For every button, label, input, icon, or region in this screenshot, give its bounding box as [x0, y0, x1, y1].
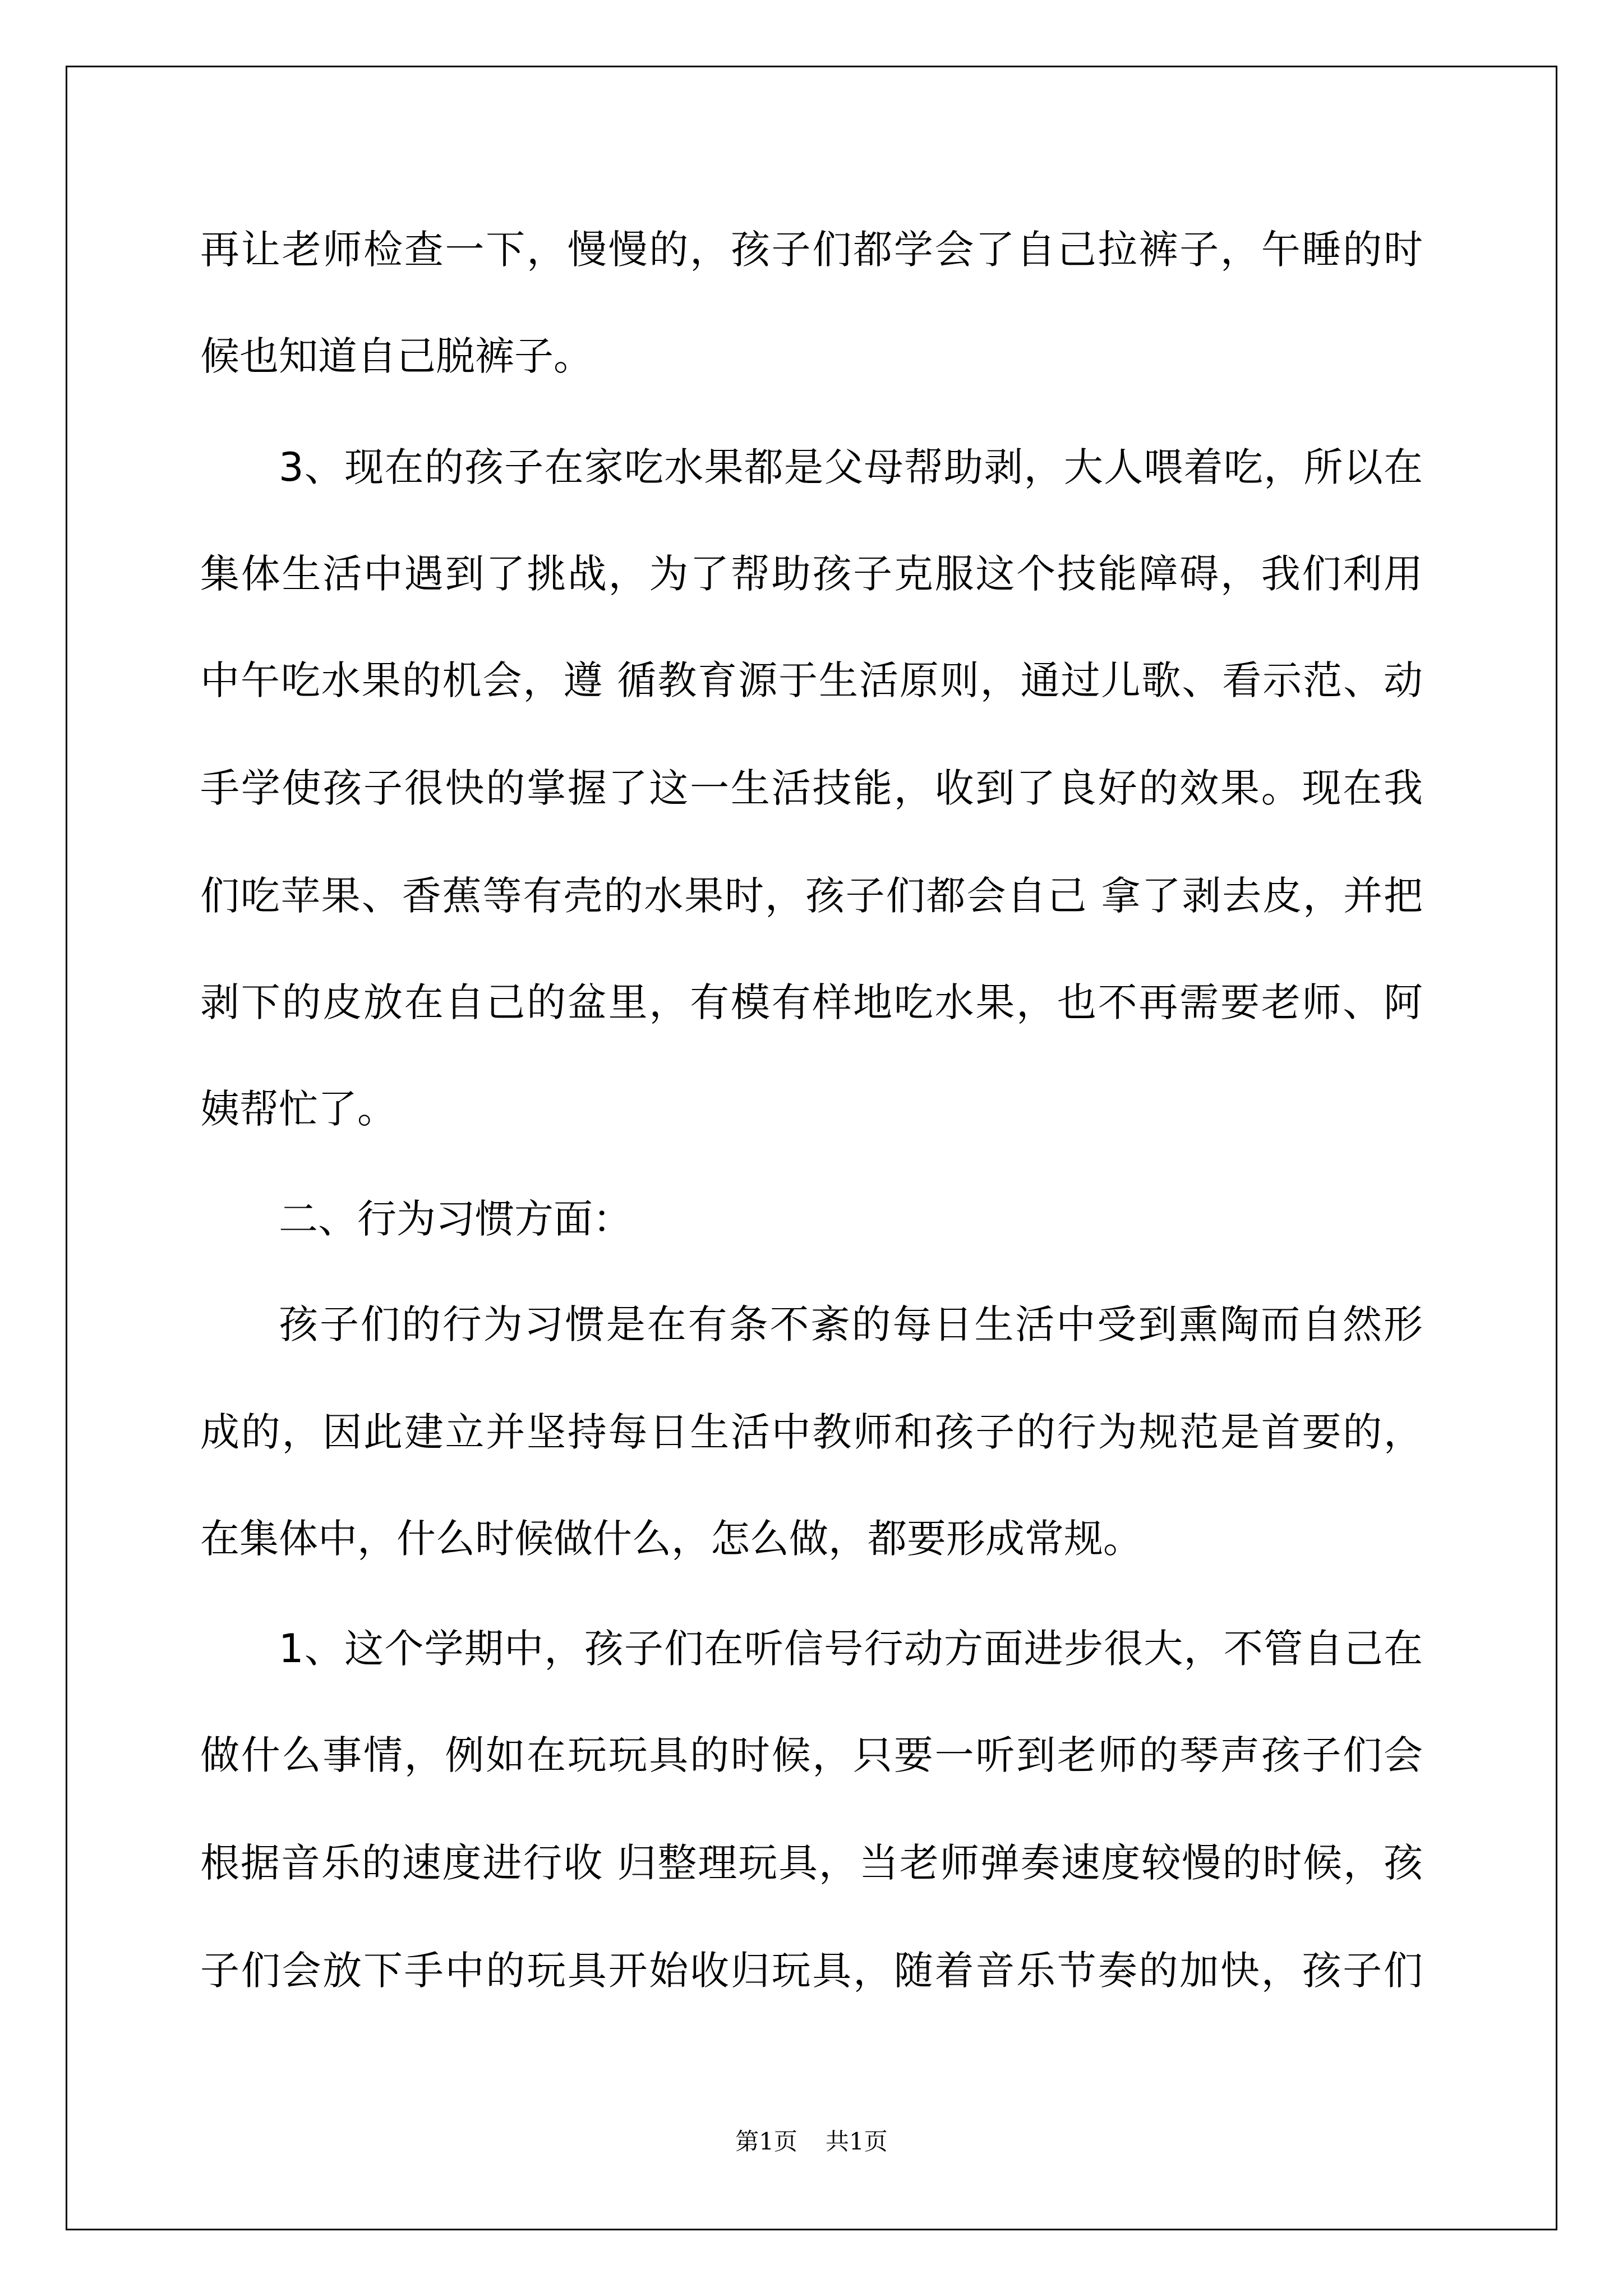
text-line: 1、这个学期中，孩子们在听信号行动方面进步很大，不管自己在: [279, 1626, 1423, 1672]
text-line: 手学使孩子很快的掌握了这一生活技能，收到了良好的效果。现在我: [200, 765, 1423, 811]
text-line: 子们会放下手中的玩具开始收归玩具，随着音乐节奏的加快，孩子们: [200, 1948, 1423, 1994]
text-line: 集体生活中遇到了挑战，为了帮助孩子克服这个技能障碍，我们利用: [200, 551, 1423, 597]
page-border: [66, 66, 1557, 2230]
text-line: 再让老师检查一下，慢慢的，孩子们都学会了自己拉裤子，午睡的时: [200, 227, 1423, 273]
text-line: 孩子们的行为习惯是在有条不紊的每日生活中受到熏陶而自然形: [279, 1301, 1423, 1347]
text-line: 剥下的皮放在自己的盆里，有模有样地吃水果，也不再需要老师、阿: [200, 979, 1423, 1025]
text-line: 成的，因此建立并坚持每日生活中教师和孩子的行为规范是首要的，: [200, 1409, 1423, 1455]
text-line: 在集体中，什么时候做什么，怎么做，都要形成常规。: [200, 1516, 1142, 1562]
section-heading: 二、行为习惯方面：: [279, 1196, 632, 1242]
text-line: 姨帮忙了。: [200, 1086, 396, 1132]
page-number: 第1页: [735, 2128, 797, 2155]
text-line: 中午吃水果的机会，遵 循教育源于生活原则，通过儿歌、看示范、动: [200, 657, 1423, 703]
text-line: 候也知道自己脱裤子。: [200, 333, 593, 379]
text-line: 根据音乐的速度进行收 归整理玩具，当老师弹奏速度较慢的时候，孩: [200, 1840, 1423, 1886]
text-line: 们吃苹果、香蕉等有壳的水果时，孩子们都会自己 拿了剥去皮，并把: [200, 873, 1423, 919]
page-footer: [0, 2130, 1623, 2154]
page-total: 共1页: [826, 2128, 888, 2155]
text-line: 3、现在的孩子在家吃水果都是父母帮助剥，大人喂着吃，所以在: [279, 444, 1423, 490]
text-line: 做什么事情，例如在玩玩具的时候，只要一听到老师的琴声孩子们会: [200, 1732, 1423, 1778]
